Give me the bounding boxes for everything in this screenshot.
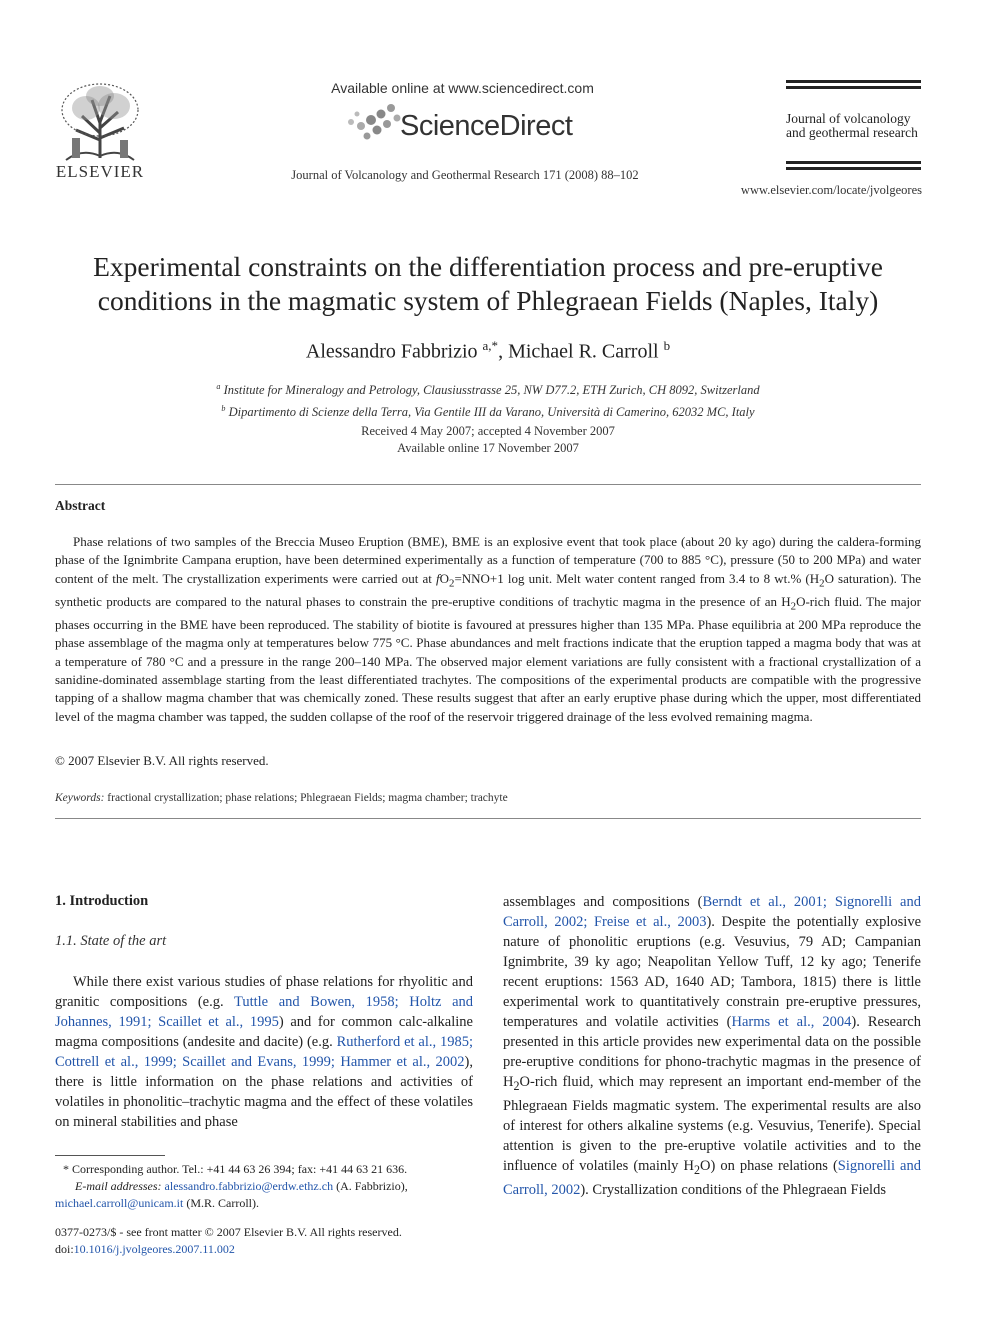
journal-url[interactable]: www.elsevier.com/locate/jvolgeores	[740, 183, 922, 197]
author-fabbrizio: Alessandro Fabbrizio	[305, 340, 478, 363]
article-dates	[50, 423, 926, 457]
author-carroll-affiliation[interactable]: b	[663, 338, 671, 353]
doi-link[interactable]: 10.1016/j.jvolgeores.2007.11.002	[73, 1242, 235, 1256]
abstract-bottom-divider	[55, 818, 921, 819]
author-carroll: Michael R. Carroll	[508, 340, 659, 363]
issn-line: 0377-0273/$ - see front matter © 2007 Elsevier B.V. All rights reserved.	[55, 1225, 402, 1239]
author-list: Alessandro Fabbrizio $^{a,*}$, Michael R. Carroll $^b$	[305, 338, 671, 363]
keywords-label: Keywords:	[55, 792, 105, 804]
available-online-text: Available online at www.sciencedirect.com	[331, 80, 594, 96]
article-title-line2: conditions in the magmatic system of Phlegraean Fields (Naples, Italy)	[97, 285, 879, 316]
footnote-star: *	[63, 1162, 69, 1176]
footnote-divider	[55, 1155, 165, 1156]
sciencedirect-wordmark: ScienceDirect	[400, 110, 573, 142]
article-title-line1: Experimental constraints on the differentiation process and pre-eruptive	[93, 251, 883, 282]
sciencedirect-dots-icon	[345, 100, 405, 144]
journal-citation: Journal of Volcanology and Geothermal Research 171 (2008) 88–102	[291, 168, 639, 182]
corresponding-author-footnote: * Corresponding author. Tel.: +41 44 63 26 394; fax: +41 44 63 21 636. E-mail addresses: alessandro.fabbrizio@erdw.ethz.ch (A. Fabbrizio), michael.carroll@unicam.it (M.R. Carroll).	[55, 1162, 408, 1210]
abstract-copyright: © 2007 Elsevier B.V. All rights reserved.	[55, 753, 269, 768]
journal-header-rule-top2	[786, 86, 921, 89]
affiliation-a: $^a$ Institute for Mineralogy and Petrology, Clausiusstrasse 25, NW D77.2, ETH Zurich, CH 8092, Switzerland	[216, 382, 760, 398]
journal-title-line2: and geothermal research	[786, 125, 918, 140]
email-label: E-mail addresses:	[75, 1179, 162, 1193]
available-date: Available online 17 November 2007	[397, 441, 579, 455]
email-link-carroll[interactable]: michael.carroll@unicam.it	[55, 1196, 184, 1210]
citation-link[interactable]: Berndt et al., 2001; Signorelli and Carroll, 2002; Freise et al., 2003	[503, 894, 921, 930]
affiliation-b: $^b$ Dipartimento di Scienze della Terra, Via Gentile III da Varano, Università di Camerino, 62032 MC, Italy	[221, 403, 755, 419]
email-link-fabbrizio[interactable]: alessandro.fabbrizio@erdw.ethz.ch	[164, 1179, 334, 1193]
abstract-top-divider	[55, 484, 921, 485]
citation-link[interactable]: Signorelli and Carroll, 2002	[503, 1157, 921, 1198]
received-date: Received 4 May 2007; accepted 4 November 2007	[361, 424, 615, 438]
body-column-left: While there exist various studies of phase relations for rhyolitic and granitic compositions (e.g. Tuttle and Bowen, 1958; Holtz and Johannes, 1991; Scaillet et al., 1995) and for common calc-alkaline magma compositions (andesite and dacite) (e.g. Rutherford et al., 1985; Cottrell et al., 1999; Scaillet and Evans, 1999; Hammer et al., 2002), there is little information on the phase relations and activities of volatiles in phonolitic–trachytic magma and the effect of these volatiles on mineral stabilities and phase	[55, 974, 474, 1130]
keywords	[55, 792, 508, 804]
citation-link[interactable]: Tuttle and Bowen, 1958; Holtz and Johannes, 1991; Scaillet et al., 1995	[55, 994, 474, 1030]
footnote-contact: Corresponding author. Tel.: +41 44 63 26 394; fax: +41 44 63 21 636.	[72, 1162, 408, 1176]
keywords-list: fractional crystallization; phase relations; Phlegraean Fields; magma chamber; trachyte	[107, 792, 508, 804]
journal-header-rule-bottom	[786, 161, 921, 164]
citation-link[interactable]: Rutherford et al., 1985; Cottrell et al., 1999; Scaillet and Evans, 1999; Hammer et al., 2002	[55, 1034, 473, 1070]
journal-title-block	[786, 112, 918, 140]
author-fabbrizio-affiliation[interactable]: a,*	[482, 338, 499, 353]
front-matter: 0377-0273/$ - see front matter © 2007 Elsevier B.V. All rights reserved. doi:10.1016/j.jvolgeores.2007.11.002	[55, 1224, 473, 1258]
citation-link[interactable]: Harms et al., 2004	[731, 1014, 852, 1030]
affiliations	[50, 378, 926, 421]
subsection-heading-state-of-the-art: 1.1. State of the art	[55, 933, 167, 949]
body-column-right: assemblages and compositions (Berndt et al., 2001; Signorelli and Carroll, 2002; Freise et al., 2003). Despite the potentially explosive nature of phonolitic eruptions (e.g. Vesuvius, 79 AD; Campanian Ignimbrite, 39 ky ago; Neapolitan Yellow Tuff, 12 ky ago; Tenerife recent eruptions: 1563 AD, 1640 AD; Tambora, 1815) there is little experimental work to quantitatively constrain pre-eruptive pressures, temperatures and volatile activities (Harms et al., 2004). Research presented in this article provides new experimental data on the possible pre-eruptive conditions for phono-trachytic magmas in the presence of $H_2O$-rich fluid, which may represent an important end-member of the Phlegraean Fields magmatic system. The experimental results are also of interest for others alkaline systems (e.g. Vesuvius, Tenerife). Special attention is given to the pre-eruptive volatile activities and to the influence of volatiles (mainly $H_2O$) on phase relations (Signorelli and Carroll, 2002). Crystallization conditions of the Phlegraean Fields	[503, 894, 922, 1198]
section-heading-introduction: 1. Introduction	[55, 893, 149, 909]
journal-header-rule-bottom2	[786, 167, 921, 170]
abstract-heading: Abstract	[55, 498, 106, 513]
abstract-text: Phase relations of two samples of the Breccia Museo Eruption (BME), BME is an explosive event that took place (about 20 ky ago) during the caldera-forming phase of the Ignimbrite Campana eruption, have been determined experimentally as a function of temperature (700 to 885 °C), pressure (50 to 200 MPa) and water content of the melt. The crystallization experiments were carried out at $fO_2=NNO+1$ log unit. Melt water content ranged from 3.4 to 8 wt.% ($H_2O$ saturation). The synthetic products are compared to the natural phases to constrain the pre-eruptive conditions of trachytic magma in the presence of an $H_2O$-rich fluid. The major phases occurring in the BME have been reproduced. The stability of biotite is favoured at pressures higher than 135 MPa. Phase equilibria at 200 MPa reproduce the phase assemblage of the magma only at temperatures below 775 °C. Phase abundances and melt fractions indicate that the eruption tapped a magma body that was at a temperature of 780 °C and a pressure in the range 200–140 MPa. The observed major element variations are fully consistent with a fractional crystallization of a sanidine-dominated assemblage starting from the least differentiated trachytes. The compositions of the experimental products are compatible with the progressive tapping of a shallow magma chamber that was chemically zoned. These results suggest that after an early eruptive phase during which the upper, most differentiated level of the magma chamber was tapped, the sudden collapse of the roof of the reservoir triggered drainage of the less evolved remaining magma.	[55, 534, 921, 724]
journal-title-line1: Journal of volcanology	[786, 111, 911, 126]
journal-header-rule-top	[786, 80, 921, 83]
publisher-name: ELSEVIER	[55, 162, 145, 181]
article-title	[50, 250, 926, 318]
